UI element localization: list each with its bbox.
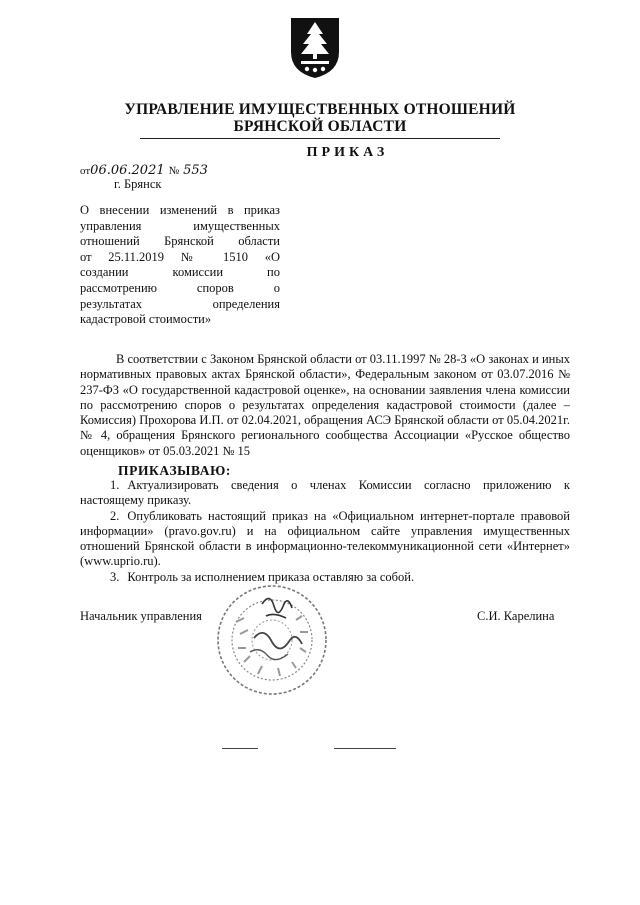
item-number: 1.	[110, 478, 120, 492]
document-subject	[80, 203, 280, 328]
item-text: Опубликовать настоящий приказ на «Официальном интернет-портале правовой информации» (pravo.gov.ru) и на официальном сайте управления имущественных отношений Брянской области в информационно-телекоммуникационной сети «Интернет» (www.uprio.ru).	[80, 508, 570, 569]
header-divider	[140, 138, 500, 139]
subject-line: результатах определения	[80, 296, 280, 311]
date-value: 06.06.2021	[90, 163, 165, 178]
order-item	[80, 478, 570, 509]
item-text: Актуализировать сведения о членах Комиссии согласно приложению к настоящему приказу.	[80, 478, 570, 508]
item-number: 3.	[110, 569, 120, 584]
signatory-name: С.И. Карелина	[477, 609, 555, 623]
subject-line: создании комиссии по	[80, 265, 280, 280]
number-label: №	[168, 165, 180, 177]
footer-mark	[222, 748, 258, 749]
official-round-stamp-icon	[214, 582, 330, 698]
org-name-line1: УПРАВЛЕНИЕ ИМУЩЕСТВЕННЫХ ОТНОШЕНИЙ	[124, 101, 516, 118]
subject-line: отношений Брянской области	[80, 234, 280, 249]
org-name-line2: БРЯНСКОЙ ОБЛАСТИ	[233, 118, 407, 135]
bryansk-coat-of-arms-icon	[287, 14, 343, 80]
subject-line: рассмотрению споров о	[80, 280, 280, 295]
city: г. Брянск	[114, 177, 162, 191]
document-type: ПРИКАЗ	[306, 145, 389, 160]
subject-line: О внесении изменений в приказ	[80, 203, 280, 217]
subject-line: кадастровой стоимости»	[80, 312, 212, 327]
handwritten-signature-icon	[250, 598, 302, 659]
subject-line: управления имущественных	[80, 218, 280, 233]
order-item	[80, 509, 570, 570]
number-value: 553	[183, 163, 208, 178]
subject-line: от 25.11.2019 № 1510 «О	[80, 249, 280, 264]
order-items	[80, 478, 570, 585]
footer-mark	[334, 748, 396, 749]
preamble: В соответствии с Законом Брянской области от 03.11.1997 № 28-З «О законах и иных нормативных правовых актах Брянской области», Федеральным законом от 03.07.2016 № 237-ФЗ «О государственной кадастровой оценке», на основании заявления члена комиссии по рассмотрению споров о результатах определения кадастровой стоимости (далее – Комиссия) Прохорова И.П. от 02.04.2021, обращения АСЭ Брянской области от 05.04.2021г. № 4, обращения Брянского регионального сообщества Ассоциации «Русское общество оценщиков» от 05.03.2021 № 15	[80, 352, 570, 458]
item-number: 2.	[110, 508, 120, 523]
signatory-role: Начальник управления	[80, 609, 202, 623]
item-text: Контроль за исполнением приказа оставляю за собой.	[127, 569, 415, 584]
command-heading: ПРИКАЗЫВАЮ:	[118, 463, 232, 478]
date-prefix: от	[80, 165, 91, 177]
date-number-line	[80, 162, 208, 178]
